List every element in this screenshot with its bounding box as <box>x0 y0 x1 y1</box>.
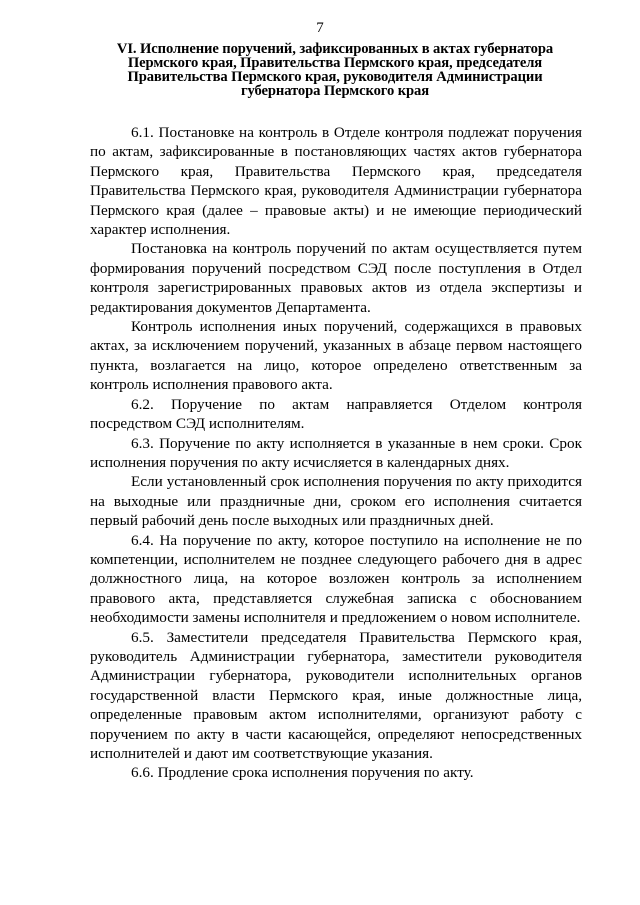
paragraph-6-4: 6.4. На поручение по акту, которое поступило на исполнение не по компетенции, исполнителем не позднее следующего рабочего дня в адрес должностного лица, на которое возложен контроль за исполнением правового акта, представляется служебная записка с обоснованием необходимости замены исполнителя и предложением о новом исполнителе. <box>90 531 582 627</box>
paragraph-6-6: 6.6. Продление срока исполнения поручения по акту. <box>131 764 474 782</box>
page-number: 7 <box>316 20 324 36</box>
paragraph-6-5: 6.5. Заместители председателя Правительства Пермского края, руководитель Администрации губернатора, заместители руководителя Администрации губернатора, руководители исполнительных органов государственной власти Пермского края, иные должностные лица, определенные правовым актом исполнителями, организуют работу с поручением по акту в части касающейся, определяют непосредственных исполнителей и дают им соответствующие указания. <box>90 628 582 762</box>
paragraph-6-2: 6.2. Поручение по актам направляется Отделом контроля посредством СЭД исполнителям. <box>90 395 582 433</box>
section-heading <box>100 42 570 98</box>
paragraph-6-1-other-orders: Контроль исполнения иных поручений, содержащихся в правовых актах, за исключением поручений, указанных в абзаце первом настоящего пункта, возлагается на лицо, которое определено ответственным за контроль исполнения правового акта. <box>90 318 582 394</box>
paragraph-6-1-control-setup: Постановка на контроль поручений по актам осуществляется путем формирования поручений посредством СЭД после поступления в Отдел контроля зарегистрированных правовых актов из отдела экспертизы и редактирования документов Департамента. <box>90 240 582 316</box>
section-heading-line: губернатора Пермского края <box>240 83 430 99</box>
section-heading-line: Пермского края, Правительства Пермского края, председателя <box>127 55 543 71</box>
paragraph-6-3: 6.3. Поручение по акту исполняется в указанные в нем сроки. Срок исполнения поручения по акту исчисляется в календарных днях. <box>90 434 582 471</box>
section-body <box>90 123 582 783</box>
paragraph-6-3-holidays: Если установленный срок исполнения поручения по акту приходится на выходные или праздничные дни, сроком его исполнения считается первый рабочий день после выходных или праздничных дней. <box>90 473 582 530</box>
paragraph-6-1: 6.1. Постановке на контроль в Отделе контроля подлежат поручения по актам, зафиксированные в постановляющих частях актов губернатора Пермского края, Правительства Пермского края, председателя Правительства Пермского края, руководителя Администрации губернатора Пермского края (далее – правовые акты) и не имеющие периодический характер исполнения. <box>90 124 582 239</box>
section-heading-line: VI. Исполнение поручений, зафиксированных в актах губернатора <box>116 41 554 57</box>
section-heading-line: Правительства Пермского края, руководителя Администрации <box>127 69 543 85</box>
